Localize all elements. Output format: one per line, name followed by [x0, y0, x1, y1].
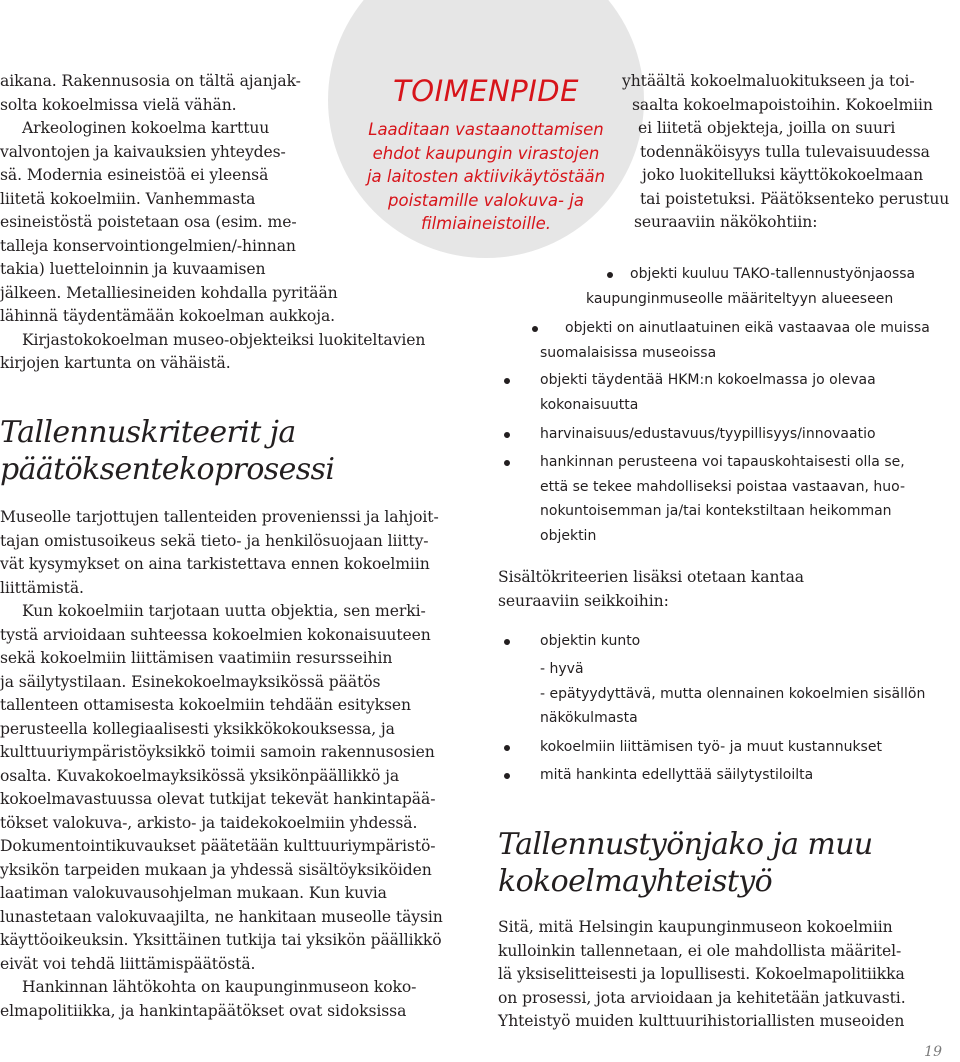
text-line: Arkeologinen kokoelma karttuu: [22, 119, 270, 137]
text-line: kulloinkin tallennetaan, ei ole mahdollista määritel-: [498, 941, 902, 960]
text-line: laatiman valokuvausohjelman mukaan. Kun kuvia: [0, 884, 387, 902]
heading-line: Tallennuskriteerit ja: [0, 415, 296, 450]
criteria-bullet-item: [532, 316, 930, 365]
heading-line: päätöksentekoprosessi: [0, 452, 335, 487]
bullet-text: suomalaisissa museoissa: [540, 344, 717, 361]
bullet-text: objektin: [540, 527, 597, 544]
text-line: joko luokitelluksi käyttökokoelmaan: [642, 166, 924, 184]
criteria-bullet-item: [504, 450, 905, 548]
text-line: lähinnä täydentämään kokoelman aukkoja.: [0, 307, 336, 325]
bullet-text: harvinaisuus/edustavuus/tyypillisyys/innovaatio: [540, 426, 876, 442]
text-line: tökset valokuva-, arkisto- ja taidekokoelmiin yhdessä.: [0, 813, 418, 832]
text-line: käyttöoikeuksin. Yksittäinen tutkija tai yksikön päällikkö: [0, 931, 442, 949]
bullet-text: että se tekee mahdolliseksi poistaa vastaavan, huo-: [540, 478, 906, 495]
bullet-dot-icon: [504, 773, 510, 779]
text-line: liittämistä.: [0, 578, 84, 597]
text-line: kulttuuriympäristöyksikkö toimii samoin rakennusosien: [0, 743, 435, 761]
content-bullet-item: [504, 629, 640, 654]
right-intro-paragraph: [622, 70, 949, 235]
section-heading-criteria: [0, 414, 334, 488]
bullet-dot-icon: [504, 639, 510, 645]
text-line: kirjojen kartunta on vähäistä.: [0, 354, 231, 372]
text-line: ja säilytystilaan. Esinekokoelmayksikössä päätös: [0, 672, 381, 691]
bullet-text: objektin kunto: [540, 633, 641, 649]
bullet-dot-icon: [532, 326, 538, 332]
callout-line: Laaditaan vastaanottamisen: [368, 120, 604, 139]
bullet-text: objekti on ainutlaatuinen eikä vastaavaa ole muissa: [565, 320, 930, 336]
bullet-text: kaupunginmuseolle määriteltyyn alueeseen: [586, 290, 894, 307]
text-line: osalta. Kuvakokoelmayksikössä yksikönpäällikkö ja: [0, 766, 400, 785]
text-line: Dokumentointikuvaukset päätetään kulttuuriympäristö-: [0, 837, 436, 855]
sub-item-text: - hyvä: [540, 661, 584, 677]
text-line: Sisältökriteerien lisäksi otetaan kantaa: [498, 568, 804, 586]
text-line: saalta kokoelmapoistoihin. Kokoelmiin: [632, 95, 933, 114]
text-line: on prosessi, jota arvioidaan ja kehitetään jatkuvasti.: [498, 988, 906, 1007]
bullet-dot-icon: [504, 432, 510, 438]
text-line: yhtäältä kokoelmaluokitukseen ja toi-: [622, 72, 915, 90]
bullet-text: objekti kuuluu TAKO-tallennustyönjaossa: [630, 266, 916, 282]
callout-line: ehdot kaupungin virastojen: [372, 143, 600, 163]
text-line: solta kokoelmissa vielä vähän.: [0, 95, 237, 114]
text-line: seuraaviin seikkoihin:: [498, 591, 669, 610]
text-line: esineistöstä poistetaan osa (esim. me-: [0, 213, 297, 231]
left-body-paragraph: [0, 506, 443, 1023]
text-line: tystä arvioidaan suhteessa kokoelmien kokonaisuuteen: [0, 625, 431, 644]
section-heading-cooperation: [498, 826, 873, 900]
right-body-paragraph: [498, 916, 906, 1034]
text-line: Kirjastokokoelman museo-objekteiksi luokiteltavien: [22, 330, 426, 349]
text-line: perusteella kollegiaalisesti yksikkökokouksessa, ja: [0, 719, 395, 738]
text-line: tallenteen ottamisesta kokoelmiin tehdään esityksen: [0, 696, 411, 714]
bullet-dot-icon: [504, 460, 510, 466]
text-line: tajan omistusoikeus sekä tieto- ja henkilösuojaan liitty-: [0, 531, 429, 550]
text-line: sekä kokoelmiin liittämisen vaatimiin resursseihin: [0, 649, 393, 667]
text-line: todennäköisyys tulla tulevaisuudessa: [640, 142, 930, 161]
bullet-dot-icon: [607, 272, 613, 278]
text-line: vät kysymykset on aina tarkistettava ennen kokoelmiin: [0, 555, 430, 573]
text-line: seuraaviin näkökohtiin:: [634, 213, 818, 231]
content-bullet-item: [504, 735, 882, 760]
criteria-bullet-item: [504, 422, 876, 447]
text-line: Museolle tarjottujen tallenteiden provenienssi ja lahjoit-: [0, 508, 439, 526]
bullet-text: kokoelmiin liittämisen työ- ja muut kustannukset: [540, 739, 882, 755]
bullet-text: kokonaisuutta: [540, 396, 639, 413]
criteria-bullet-item: [504, 368, 876, 417]
heading-line: kokoelmayhteistyö: [498, 864, 773, 899]
condition-sub-list: [540, 657, 925, 731]
text-line: talleja konservointiongelmien/-hinnan: [0, 236, 296, 255]
text-line: sä. Modernia esineistöä ei yleensä: [0, 166, 269, 184]
text-line: Yhteistyö muiden kulttuurihistoriallisten museoiden: [498, 1012, 905, 1030]
content-bullet-item: [504, 763, 813, 788]
callout-line: poistamille valokuva- ja: [388, 190, 584, 210]
text-line: Sitä, mitä Helsingin kaupunginmuseon kokoelmiin: [498, 918, 893, 936]
sub-item-text: - epätyydyttävä, mutta olennainen kokoelmien sisällön: [540, 685, 926, 702]
callout-line: ja laitosten aktiivikäytöstään: [366, 167, 606, 187]
bullet-text: nokuntoisemman ja/tai kontekstiltaan heikomman: [540, 503, 892, 519]
bullet-dot-icon: [504, 745, 510, 751]
text-line: tai poistetuksi. Päätöksenteko perustuu: [640, 189, 950, 208]
content-criteria-intro: [498, 566, 804, 613]
text-line: yksikön tarpeiden mukaan ja yhdessä sisältöyksiköiden: [0, 860, 432, 879]
heading-line: Tallennustyönjako ja muu: [498, 827, 873, 862]
sub-item-text: näkökulmasta: [540, 710, 638, 726]
text-line: lä yksiselitteisesti ja lopullisesti. Kokoelmapolitiikka: [498, 965, 905, 983]
text-line: Kun kokoelmiin tarjotaan uutta objektia, sen merki-: [22, 602, 426, 620]
text-line: jälkeen. Metalliesineiden kohdalla pyritään: [0, 283, 338, 302]
left-intro-paragraph: [0, 70, 425, 376]
text-line: lunastetaan valokuvaajilta, ne hankitaan museolle täysin: [0, 907, 443, 926]
text-line: kokoelmavastuussa olevat tutkijat tekevät hankintapää-: [0, 790, 436, 808]
bullet-dot-icon: [504, 378, 510, 384]
text-line: liitetä kokoelmiin. Vanhemmasta: [0, 189, 256, 208]
bullet-text: mitä hankinta edellyttää säilytystiloilta: [540, 767, 814, 783]
callout-line: filmiaineistoille.: [420, 214, 552, 234]
text-line: eivät voi tehdä liittämispäätöstä.: [0, 954, 256, 973]
bullet-text: hankinnan perusteena voi tapauskohtaisesti olla se,: [540, 454, 905, 470]
text-line: takia) luetteloinnin ja kuvaamisen: [0, 260, 266, 278]
text-line: Hankinnan lähtökohta on kaupunginmuseon koko-: [22, 978, 417, 996]
text-line: valvontojen ja kaivauksien yhteydes-: [0, 142, 286, 161]
text-line: ei liitetä objekteja, joilla on suuri: [638, 119, 896, 137]
criteria-bullet-item: [586, 262, 915, 311]
text-line: aikana. Rakennusosia on tältä ajanjak-: [0, 72, 301, 90]
bullet-text: objekti täydentää HKM:n kokoelmassa jo olevaa: [540, 372, 876, 388]
text-line: elmapolitiikka, ja hankintapäätökset ovat sidoksissa: [0, 1001, 407, 1020]
callout-title: TOIMENPIDE: [393, 74, 579, 108]
page-number: 19: [924, 1044, 942, 1060]
